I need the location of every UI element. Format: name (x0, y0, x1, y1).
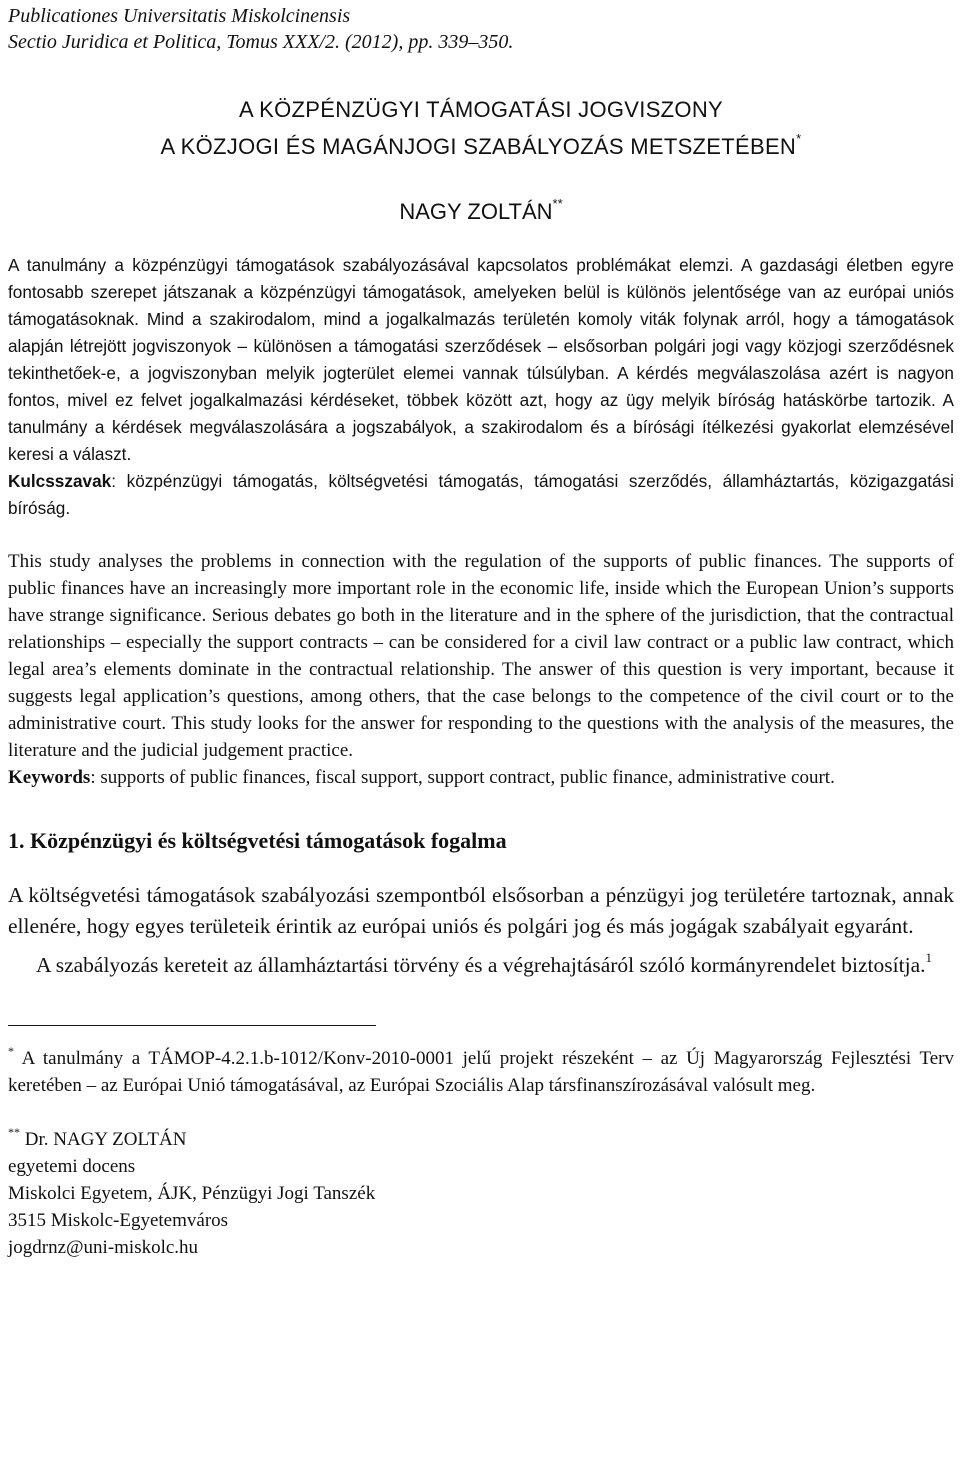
footnote-2-name-line (8, 1119, 954, 1153)
footnote-2-position: egyetemi docens (8, 1156, 136, 1177)
journal-section: Sectio Juridica et Politica, Tomus XXX/2. (2012), pp. 339–350. (8, 31, 514, 53)
section-1-paragraph-2-text: A szabályozás kereteit az államháztartási törvény és a végrehajtásáról szóló kormányrendelet biztosítja. (36, 953, 926, 977)
footnote-2 (8, 1119, 954, 1261)
paper-page (8, 0, 954, 1261)
journal-name: Publicationes Universitatis Miskolcinensis (8, 5, 351, 27)
abstract-en-text: This study analyses the problems in connection with the regulation of the supports of public finances. The supports of public finances have an increasingly more important role in the economic life, inside which the European Union’s supports have strange significance. Serious debates go both in the literature and in the sphere of the jurisdiction, that the contractual relationships – especially the support contracts – can be considered for a civil law contract or a public law contract, which legal area’s elements dominate in the contractual relationship. The answer of this question is very important, because it suggests legal application’s questions, among others, that the case belongs to the competence of the civil court or to the administrative court. This study looks for the answer for responding to the questions with the analysis of the measures, the literature and the judicial judgement practice. (8, 551, 954, 761)
abstract-hu-text: A tanulmány a közpénzügyi támogatások szabályozásával kapcsolatos problémákat elemzi. A gazdasági életben egyre fontosabb szerepet játszanak a közpénzügyi támogatások, amelyeken belül is különös jelentősége van az európai uniós támogatásoknak. Mind a szakirodalom, mind a jogalkalmazás területén komoly viták folynak arról, hogy a támogatások alapján létrejött jogviszonyok – különösen a támogatási szerződések – elsősorban polgári jogi vagy közjogi szerződésnek tekinthetőek-e, a jogviszonyban melyik jogterület elemei vannak túlsúlyban. A kérdés megválaszolása azért is nagyon fontos, mivel ez felvet jogalkalmazási kérdéseket, többek között azt, hogy az ügy melyik bíróság hatáskörbe tartozik. A tanulmány a kérdések megválaszolására a jogszabályok, a szakirodalom és a bírósági ítélkezési gyakorlat elemzésével keresi a választ. (8, 255, 954, 464)
footnote-2-address: 3515 Miskolc-Egyetemváros (8, 1210, 229, 1231)
footnote-2-name: Dr. NAGY ZOLTÁN (24, 1129, 187, 1150)
footnote-ref-1[interactable]: 1 (925, 950, 932, 965)
title-line-1: A KÖZPÉNZÜGYI TÁMOGATÁSI JOGVISZONY (239, 97, 723, 122)
abstract-english (8, 548, 954, 791)
keywords-en-label: Keywords (8, 767, 91, 788)
section-1-heading: 1. Közpénzügyi és költségvetési támogatások fogalma (8, 828, 507, 853)
section-1-paragraph-1: A költségvetési támogatások szabályozási szempontból elsősorban a pénzügyi jog területére tartoznak, annak ellenére, hogy egyes területeik érintik az európai uniós és polgári jog és más jogágak szabályait egyaránt. (8, 883, 954, 938)
author-footnote-marker[interactable]: ** (552, 196, 563, 211)
title-line-2 (8, 124, 954, 161)
section-1-body (8, 880, 954, 981)
title-footnote-marker[interactable]: * (796, 131, 802, 146)
abstract-hungarian (8, 252, 954, 522)
author-name: NAGY ZOLTÁN (399, 199, 553, 224)
footnote-1 (8, 1038, 954, 1099)
footnote-separator (8, 1025, 376, 1026)
journal-header (8, 3, 954, 55)
paper-title (8, 95, 954, 161)
author (8, 189, 954, 226)
footnotes (8, 1038, 954, 1261)
keywords-en (8, 764, 954, 791)
title-line-2-text: A KÖZJOGI ÉS MAGÁNJOGI SZABÁLYOZÁS METSZETÉBEN (160, 134, 797, 159)
footnote-1-marker: * (8, 1044, 14, 1058)
footnote-1-text: A tanulmány a TÁMOP-4.2.1.b-1012/Konv-2010-0001 jelű projekt részeként – az Új Magyarország Fejlesztési Terv keretében – az Európai Unió támogatásával, az Európai Szociális Alap társfinanszírozásával valósult meg. (8, 1048, 955, 1096)
footnote-2-email[interactable]: jogdrnz@uni-miskolc.hu (8, 1237, 199, 1258)
footnote-2-marker: ** (8, 1125, 20, 1139)
keywords-hu (8, 468, 954, 522)
section-1-paragraph-2 (8, 942, 954, 981)
keywords-hu-list: : közpénzügyi támogatás, költségvetési támogatás, támogatási szerződés, államháztartás, közigazgatási bíróság. (8, 471, 954, 518)
keywords-hu-label: Kulcsszavak (8, 471, 112, 491)
footnote-2-affiliation: Miskolci Egyetem, ÁJK, Pénzügyi Jogi Tanszék (8, 1183, 376, 1204)
keywords-en-list: : supports of public finances, fiscal support, support contract, public finance, administrative court. (90, 767, 835, 788)
